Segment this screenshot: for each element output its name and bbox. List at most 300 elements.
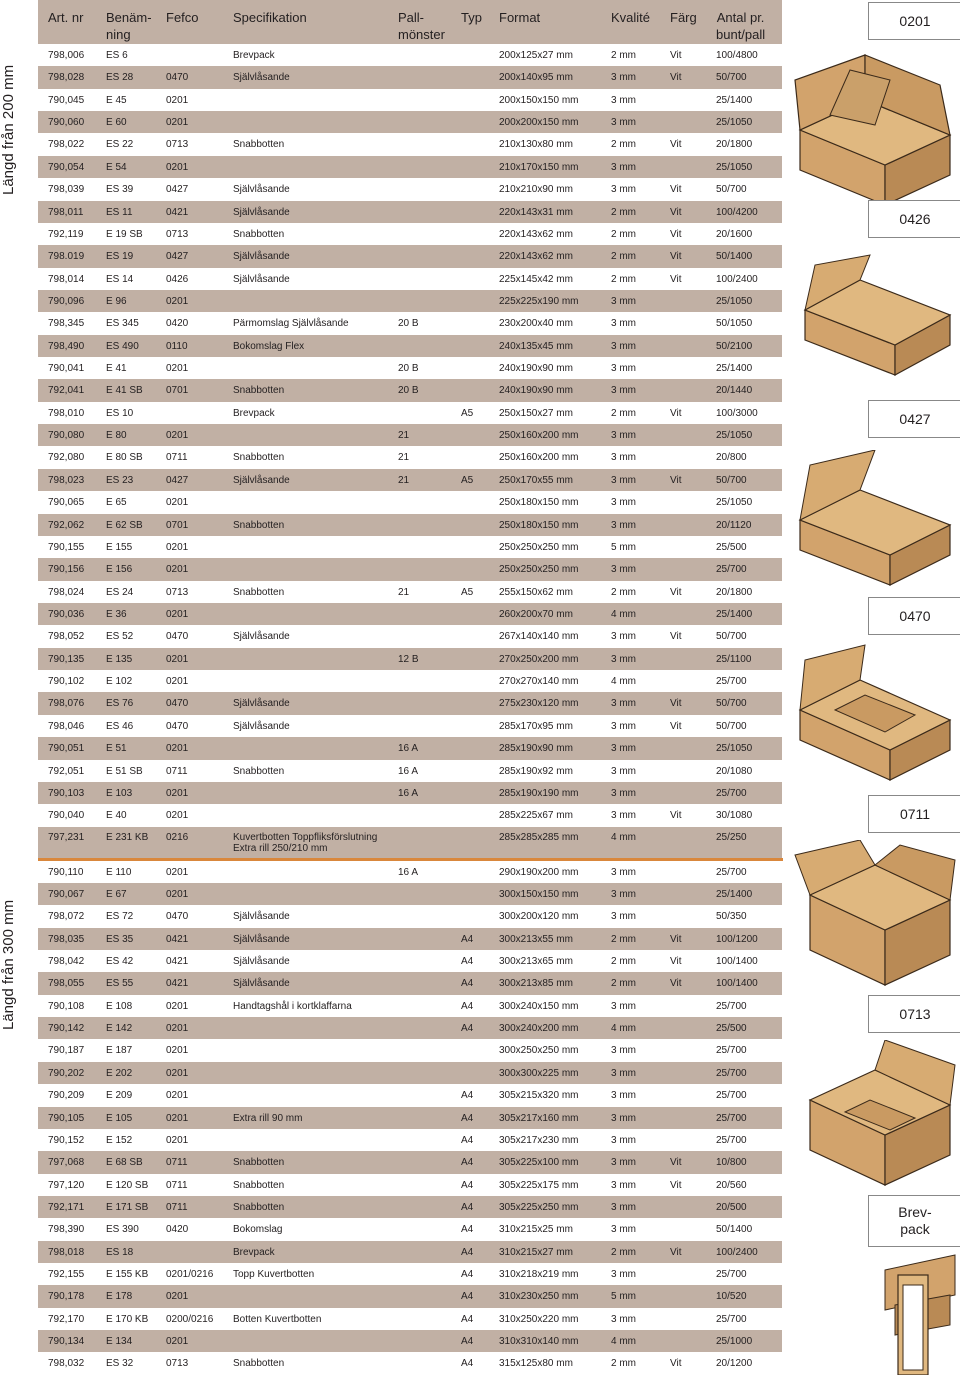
cell-art-nr: 798,055 — [48, 978, 85, 990]
cell-farg: Vit — [670, 50, 682, 61]
cell-fefco: 0421 — [166, 933, 189, 945]
code-0713: 0713 — [868, 995, 960, 1033]
cell-benamning: E 60 — [106, 117, 127, 129]
header-fefco: Fefco — [166, 10, 199, 25]
cell-kvalite: 3 mm — [611, 474, 636, 486]
cell-antal: 25/1050 — [716, 117, 753, 129]
cell-kvalite: 3 mm — [611, 72, 636, 84]
cell-pallmonster: 21 — [398, 452, 410, 464]
cell-format: 285x170x95 mm — [499, 720, 573, 732]
cell-antal: 100/2400 — [716, 273, 758, 285]
cell-format: 250x250x250 mm — [499, 564, 579, 576]
cell-benamning: E 45 — [106, 94, 127, 106]
cell-kvalite: 3 mm — [611, 1045, 636, 1057]
cell-typ: A4 — [461, 1023, 474, 1035]
code-brevpack-label: Brev- pack — [898, 1204, 932, 1237]
cell-benamning: E 152 — [106, 1134, 133, 1146]
cell-fefco: 0713 — [166, 586, 189, 598]
cell-benamning: ES 11 — [106, 206, 133, 218]
cell-antal: 25/1050 — [716, 161, 753, 173]
cell-antal: 25/1400 — [716, 94, 753, 106]
cell-specifikation: Kuvertbotten Toppfliksförslutning Extra rill 250/210 mm — [233, 831, 378, 854]
cell-benamning: E 62 SB — [106, 519, 143, 531]
cell-antal: 25/1100 — [716, 653, 752, 665]
cell-format: 300x150x150 mm — [499, 888, 579, 900]
cell-antal: 100/1400 — [716, 956, 758, 968]
cell-antal: 25/250 — [716, 831, 747, 843]
cell-kvalite: 3 mm — [611, 720, 636, 732]
cell-art-nr: 790,152 — [48, 1134, 85, 1146]
cell-pallmonster: 21 — [398, 586, 410, 598]
table-row — [38, 1084, 782, 1106]
cell-typ: A4 — [461, 1000, 474, 1012]
cell-format: 300x250x250 mm — [499, 1045, 579, 1057]
cell-antal: 25/1400 — [716, 363, 753, 375]
cell-antal: 10/800 — [716, 1157, 747, 1169]
cell-fefco: 0201 — [166, 888, 189, 900]
table-row — [38, 156, 782, 178]
cell-antal: 25/700 — [716, 1045, 747, 1057]
cell-format: 300x213x85 mm — [499, 978, 573, 990]
table-row — [38, 603, 782, 625]
cell-specifikation: Bokomslag — [233, 1224, 283, 1236]
cell-farg: Vit — [670, 956, 682, 968]
cell-format: 300x213x55 mm — [499, 933, 573, 945]
cell-kvalite: 3 mm — [611, 1090, 636, 1102]
cell-format: 300x213x65 mm — [499, 956, 573, 968]
cell-format: 240x190x90 mm — [499, 385, 573, 397]
cell-benamning: E 170 KB — [106, 1313, 149, 1325]
cell-fefco: 0201 — [166, 653, 189, 665]
cell-format: 250x250x250 mm — [499, 541, 579, 553]
cell-typ: A4 — [461, 1269, 474, 1281]
cell-art-nr: 790,202 — [48, 1067, 85, 1079]
cell-art-nr: 790,096 — [48, 295, 85, 307]
cell-antal: 100/4200 — [716, 206, 758, 218]
cell-kvalite: 3 mm — [611, 1067, 636, 1079]
cell-art-nr: 790,178 — [48, 1291, 85, 1303]
cell-art-nr: 790,041 — [48, 363, 85, 375]
cell-typ: A4 — [461, 1336, 474, 1348]
cell-format: 260x200x70 mm — [499, 608, 573, 620]
cell-farg: Vit — [670, 407, 682, 419]
brevpack-illustration — [790, 1250, 960, 1375]
cell-format: 220x143x31 mm — [499, 206, 573, 218]
cell-benamning: ES 390 — [106, 1224, 139, 1236]
cell-format: 250x170x55 mm — [499, 474, 573, 486]
table-row — [38, 201, 782, 223]
table-row — [38, 581, 782, 603]
cell-kvalite: 2 mm — [611, 586, 636, 598]
cell-specifikation: Självlåsande — [233, 273, 290, 285]
cell-format: 285x190x190 mm — [499, 787, 579, 799]
cell-fefco: 0201 — [166, 608, 189, 620]
cell-format: 310x250x220 mm — [499, 1313, 579, 1325]
cell-benamning: ES 76 — [106, 698, 134, 710]
cell-benamning: E 120 SB — [106, 1179, 149, 1191]
cell-fefco: 0201 — [166, 1045, 189, 1057]
cell-format: 270x250x200 mm — [499, 653, 579, 665]
header-specifikation: Specifikation — [233, 10, 307, 25]
cell-fefco: 0427 — [166, 251, 189, 263]
cell-format: 200x200x150 mm — [499, 117, 579, 129]
cell-antal: 20/1800 — [716, 586, 753, 598]
cell-art-nr: 798,023 — [48, 474, 85, 486]
cell-art-nr: 790,187 — [48, 1045, 85, 1057]
cell-fefco: 0427 — [166, 474, 189, 486]
cell-benamning: ES 42 — [106, 956, 134, 968]
cell-farg: Vit — [670, 631, 682, 643]
cell-fefco: 0201 — [166, 1134, 189, 1146]
cell-fefco: 0201 — [166, 1067, 189, 1079]
cell-fefco: 0201 — [166, 1336, 189, 1348]
side-label-200: Längd från 200 mm — [0, 64, 17, 196]
cell-fefco: 0711 — [166, 765, 188, 777]
cell-pallmonster: 20 B — [398, 363, 419, 375]
table-row — [38, 223, 782, 245]
cell-specifikation: Självlåsande — [233, 933, 290, 945]
cell-typ: A4 — [461, 956, 474, 968]
cell-art-nr: 798,490 — [48, 340, 85, 352]
cell-specifikation: Handtagshål i kortklaffarna — [233, 1000, 352, 1012]
cell-specifikation: Extra rill 90 mm — [233, 1112, 303, 1124]
cell-art-nr: 798,006 — [48, 50, 85, 61]
cell-art-nr: 792,062 — [48, 519, 85, 531]
cell-art-nr: 790,156 — [48, 564, 85, 576]
cell-fefco: 0201 — [166, 161, 189, 173]
table-row — [38, 883, 782, 905]
cell-antal: 25/700 — [716, 1269, 747, 1281]
box-0711-illustration — [790, 840, 960, 990]
table-row — [38, 648, 782, 670]
cell-farg: Vit — [670, 933, 682, 945]
cell-specifikation: Självlåsande — [233, 978, 290, 990]
cell-benamning: E 65 — [106, 497, 127, 509]
table-row — [38, 1330, 782, 1352]
cell-fefco: 0427 — [166, 184, 189, 196]
cell-art-nr: 798,042 — [48, 956, 85, 968]
cell-specifikation: Självlåsande — [233, 72, 290, 84]
cell-art-nr: 790,108 — [48, 1000, 85, 1012]
table-row — [38, 379, 782, 401]
table-row — [38, 514, 782, 536]
cell-fefco: 0201 — [166, 541, 189, 553]
cell-typ: A4 — [461, 1201, 474, 1213]
cell-fefco: 0201 — [166, 676, 189, 688]
cell-format: 220x143x62 mm — [499, 228, 573, 240]
cell-typ: A4 — [461, 1157, 474, 1169]
cell-kvalite: 2 mm — [611, 933, 636, 945]
cell-art-nr: 790,045 — [48, 94, 85, 106]
cell-kvalite: 3 mm — [611, 1313, 636, 1325]
table-row — [38, 357, 782, 379]
cell-farg: Vit — [670, 698, 682, 710]
cell-benamning: E 68 SB — [106, 1157, 143, 1169]
cell-kvalite: 3 mm — [611, 94, 636, 106]
cell-art-nr: 790,105 — [48, 1112, 85, 1124]
cell-kvalite: 3 mm — [611, 1134, 636, 1146]
cell-format: 300x240x200 mm — [499, 1023, 579, 1035]
cell-pallmonster: 20 B — [398, 318, 419, 330]
cell-kvalite: 3 mm — [611, 519, 636, 531]
cell-art-nr: 790,060 — [48, 117, 85, 129]
table-row — [38, 827, 782, 861]
cell-pallmonster: 21 — [398, 474, 410, 486]
cell-format: 250x180x150 mm — [499, 497, 579, 509]
table-row — [38, 972, 782, 994]
cell-benamning: ES 490 — [106, 340, 139, 352]
cell-typ: A5 — [461, 586, 474, 598]
box-0427-illustration — [790, 450, 960, 590]
cell-specifikation: Snabbotten — [233, 1157, 285, 1169]
cell-kvalite: 3 mm — [611, 810, 636, 822]
cell-typ: A4 — [461, 933, 474, 945]
cell-farg: Vit — [670, 1179, 682, 1191]
cell-art-nr: 792,041 — [48, 385, 85, 397]
cell-fefco: 0201 — [166, 94, 189, 106]
table-row — [38, 1241, 782, 1263]
cell-fefco: 0201/0216 — [166, 1269, 214, 1281]
cell-antal: 50/700 — [716, 184, 747, 196]
code-brevpack — [868, 1195, 960, 1247]
cell-fefco: 0201 — [166, 1291, 189, 1303]
cell-specifikation: Snabbotten — [233, 385, 285, 397]
header-antal: Antal pr. bunt/pall — [716, 10, 766, 42]
cell-benamning: E 231 KB — [106, 831, 149, 843]
cell-specifikation: Självlåsande — [233, 184, 290, 196]
header-kvalite: Kvalité — [611, 10, 651, 25]
cell-format: 310x218x219 mm — [499, 1269, 579, 1281]
cell-fefco: 0713 — [166, 139, 189, 151]
cell-benamning: E 80 — [106, 430, 127, 442]
cell-antal: 50/1050 — [716, 318, 753, 330]
table-row — [38, 1017, 782, 1039]
cell-fefco: 0421 — [166, 206, 189, 218]
table-row — [38, 1039, 782, 1061]
cell-fefco: 0201 — [166, 295, 189, 307]
cell-fefco: 0713 — [166, 1358, 189, 1370]
cell-art-nr: 790,155 — [48, 541, 85, 553]
cell-benamning: E 142 — [106, 1023, 133, 1035]
cell-art-nr: 798,011 — [48, 206, 84, 218]
table-row — [38, 1352, 782, 1374]
cell-pallmonster: 16 A — [398, 765, 419, 777]
cell-antal: 50/1400 — [716, 1224, 753, 1236]
product-table — [38, 0, 782, 1378]
cell-specifikation: Snabbotten — [233, 139, 285, 151]
cell-farg: Vit — [670, 978, 682, 990]
table-row — [38, 1218, 782, 1240]
cell-typ: A4 — [461, 1313, 474, 1325]
cell-specifikation: Brevpack — [233, 50, 275, 61]
cell-format: 305x225x250 mm — [499, 1201, 579, 1213]
cell-kvalite: 3 mm — [611, 866, 636, 878]
cell-format: 310x215x25 mm — [499, 1224, 573, 1236]
cell-antal: 25/700 — [716, 676, 747, 688]
cell-kvalite: 3 mm — [611, 743, 636, 755]
cell-benamning: E 67 — [106, 888, 127, 900]
table-row — [38, 1151, 782, 1173]
cell-kvalite: 5 mm — [611, 541, 636, 553]
cell-art-nr: 790,142 — [48, 1023, 85, 1035]
cell-fefco: 0470 — [166, 631, 189, 643]
cell-pallmonster: 16 A — [398, 866, 419, 878]
cell-benamning: E 80 SB — [106, 452, 143, 464]
cell-format: 275x230x120 mm — [499, 698, 579, 710]
cell-art-nr: 798,024 — [48, 586, 85, 598]
cell-antal: 25/1400 — [716, 608, 753, 620]
cell-format: 210x170x150 mm — [499, 161, 579, 173]
cell-antal: 25/500 — [716, 1023, 747, 1035]
cell-antal: 100/2400 — [716, 1246, 758, 1258]
cell-art-nr: 792,080 — [48, 452, 85, 464]
cell-specifikation: Bokomslag Flex — [233, 340, 305, 352]
cell-antal: 25/700 — [716, 1090, 747, 1102]
table-row — [38, 625, 782, 647]
cell-kvalite: 3 mm — [611, 787, 636, 799]
table-row — [38, 1129, 782, 1151]
cell-art-nr: 798,010 — [48, 407, 85, 419]
cell-kvalite: 3 mm — [611, 653, 636, 665]
table-row — [38, 402, 782, 424]
cell-typ: A4 — [461, 1246, 474, 1258]
cell-art-nr: 790,110 — [48, 866, 84, 878]
cell-art-nr: 790,054 — [48, 161, 85, 173]
cell-benamning: E 96 — [106, 295, 127, 307]
cell-benamning: ES 345 — [106, 318, 139, 330]
cell-antal: 25/700 — [716, 787, 747, 799]
table-row — [38, 290, 782, 312]
cell-format: 250x160x200 mm — [499, 430, 579, 442]
cell-kvalite: 2 mm — [611, 139, 636, 151]
table-row — [38, 1062, 782, 1084]
cell-pallmonster: 21 — [398, 430, 410, 442]
code-0470: 0470 — [868, 597, 960, 635]
cell-format: 305x217x230 mm — [499, 1134, 579, 1146]
cell-kvalite: 2 mm — [611, 407, 636, 419]
cell-benamning: E 105 — [106, 1112, 133, 1124]
cell-antal: 25/700 — [716, 866, 747, 878]
cell-format: 230x200x40 mm — [499, 318, 573, 330]
cell-art-nr: 797,068 — [48, 1157, 85, 1169]
cell-fefco: 0711 — [166, 1157, 188, 1169]
cell-antal: 25/700 — [716, 1000, 747, 1012]
cell-typ: A4 — [461, 1179, 474, 1191]
cell-fefco: 0426 — [166, 273, 189, 285]
cell-art-nr: 798,072 — [48, 911, 85, 923]
cell-fefco: 0420 — [166, 318, 189, 330]
table-row — [38, 133, 782, 155]
cell-fefco: 0701 — [166, 519, 189, 531]
cell-kvalite: 3 mm — [611, 765, 636, 777]
cell-benamning: E 134 — [106, 1336, 133, 1348]
cell-antal: 25/500 — [716, 541, 747, 553]
cell-benamning: E 155 KB — [106, 1269, 149, 1281]
cell-specifikation: Pärmomslag Självlåsande — [233, 318, 349, 330]
cell-antal: 30/1080 — [716, 810, 753, 822]
cell-antal: 50/700 — [716, 698, 747, 710]
cell-specifikation: Snabbotten — [233, 765, 285, 777]
cell-format: 210x130x80 mm — [499, 139, 573, 151]
cell-antal: 10/520 — [716, 1291, 747, 1303]
cell-benamning: E 102 — [106, 676, 133, 688]
cell-kvalite: 4 mm — [611, 676, 636, 688]
cell-art-nr: 790,065 — [48, 497, 85, 509]
cell-specifikation: Brevpack — [233, 407, 275, 419]
cell-antal: 25/1050 — [716, 743, 753, 755]
table-row — [38, 491, 782, 513]
cell-kvalite: 3 mm — [611, 385, 636, 397]
cell-farg: Vit — [670, 1358, 682, 1370]
header-typ: Typ — [461, 10, 482, 25]
cell-format: 300x240x150 mm — [499, 1000, 579, 1012]
cell-art-nr: 797,231 — [48, 831, 85, 843]
cell-benamning: E 51 SB — [106, 765, 143, 777]
cell-art-nr: 798,076 — [48, 698, 85, 710]
cell-art-nr: 798.019 — [48, 251, 85, 263]
cell-kvalite: 3 mm — [611, 340, 636, 352]
cell-specifikation: Snabbotten — [233, 519, 285, 531]
table-row — [38, 312, 782, 334]
cell-kvalite: 2 mm — [611, 251, 636, 263]
cell-typ: A4 — [461, 1224, 474, 1236]
table-row — [38, 995, 782, 1017]
cell-kvalite: 3 mm — [611, 117, 636, 129]
cell-fefco: 0470 — [166, 698, 189, 710]
cell-art-nr: 790,102 — [48, 676, 85, 688]
cell-specifikation: Självlåsande — [233, 631, 290, 643]
table-row — [38, 178, 782, 200]
cell-kvalite: 3 mm — [611, 1000, 636, 1012]
cell-specifikation: Snabbotten — [233, 1179, 285, 1191]
cell-benamning: E 41 SB — [106, 385, 143, 397]
cell-specifikation: Självlåsande — [233, 474, 290, 486]
table-row — [38, 44, 782, 66]
header-format: Format — [499, 10, 541, 25]
cell-art-nr: 798,039 — [48, 184, 85, 196]
cell-fefco: 0701 — [166, 385, 189, 397]
cell-kvalite: 4 mm — [611, 1336, 636, 1348]
cell-typ: A4 — [461, 978, 474, 990]
cell-format: 200x125x27 mm — [499, 50, 573, 61]
cell-kvalite: 3 mm — [611, 318, 636, 330]
cell-benamning: ES 10 — [106, 407, 134, 419]
cell-art-nr: 790,103 — [48, 787, 85, 799]
cell-fefco: 0200/0216 — [166, 1313, 214, 1325]
cell-art-nr: 790,080 — [48, 430, 85, 442]
cell-benamning: ES 46 — [106, 720, 134, 732]
cell-benamning: E 110 — [106, 866, 132, 878]
table-row — [38, 737, 782, 759]
cell-antal: 20/1440 — [716, 385, 753, 397]
cell-format: 220x143x62 mm — [499, 251, 573, 263]
cell-fefco: 0201 — [166, 743, 189, 755]
table-row — [38, 558, 782, 580]
cell-kvalite: 3 mm — [611, 631, 636, 643]
cell-format: 300x300x225 mm — [499, 1067, 579, 1079]
cell-art-nr: 792,155 — [48, 1269, 85, 1281]
cell-kvalite: 3 mm — [611, 888, 636, 900]
cell-kvalite: 4 mm — [611, 831, 636, 843]
table-row — [38, 670, 782, 692]
cell-antal: 20/500 — [716, 1201, 747, 1213]
cell-fefco: 0201 — [166, 363, 189, 375]
cell-kvalite: 3 mm — [611, 1269, 636, 1281]
cell-antal: 100/3000 — [716, 407, 758, 419]
cell-fefco: 0421 — [166, 956, 189, 968]
table-row — [38, 446, 782, 468]
cell-fefco: 0201 — [166, 117, 189, 129]
